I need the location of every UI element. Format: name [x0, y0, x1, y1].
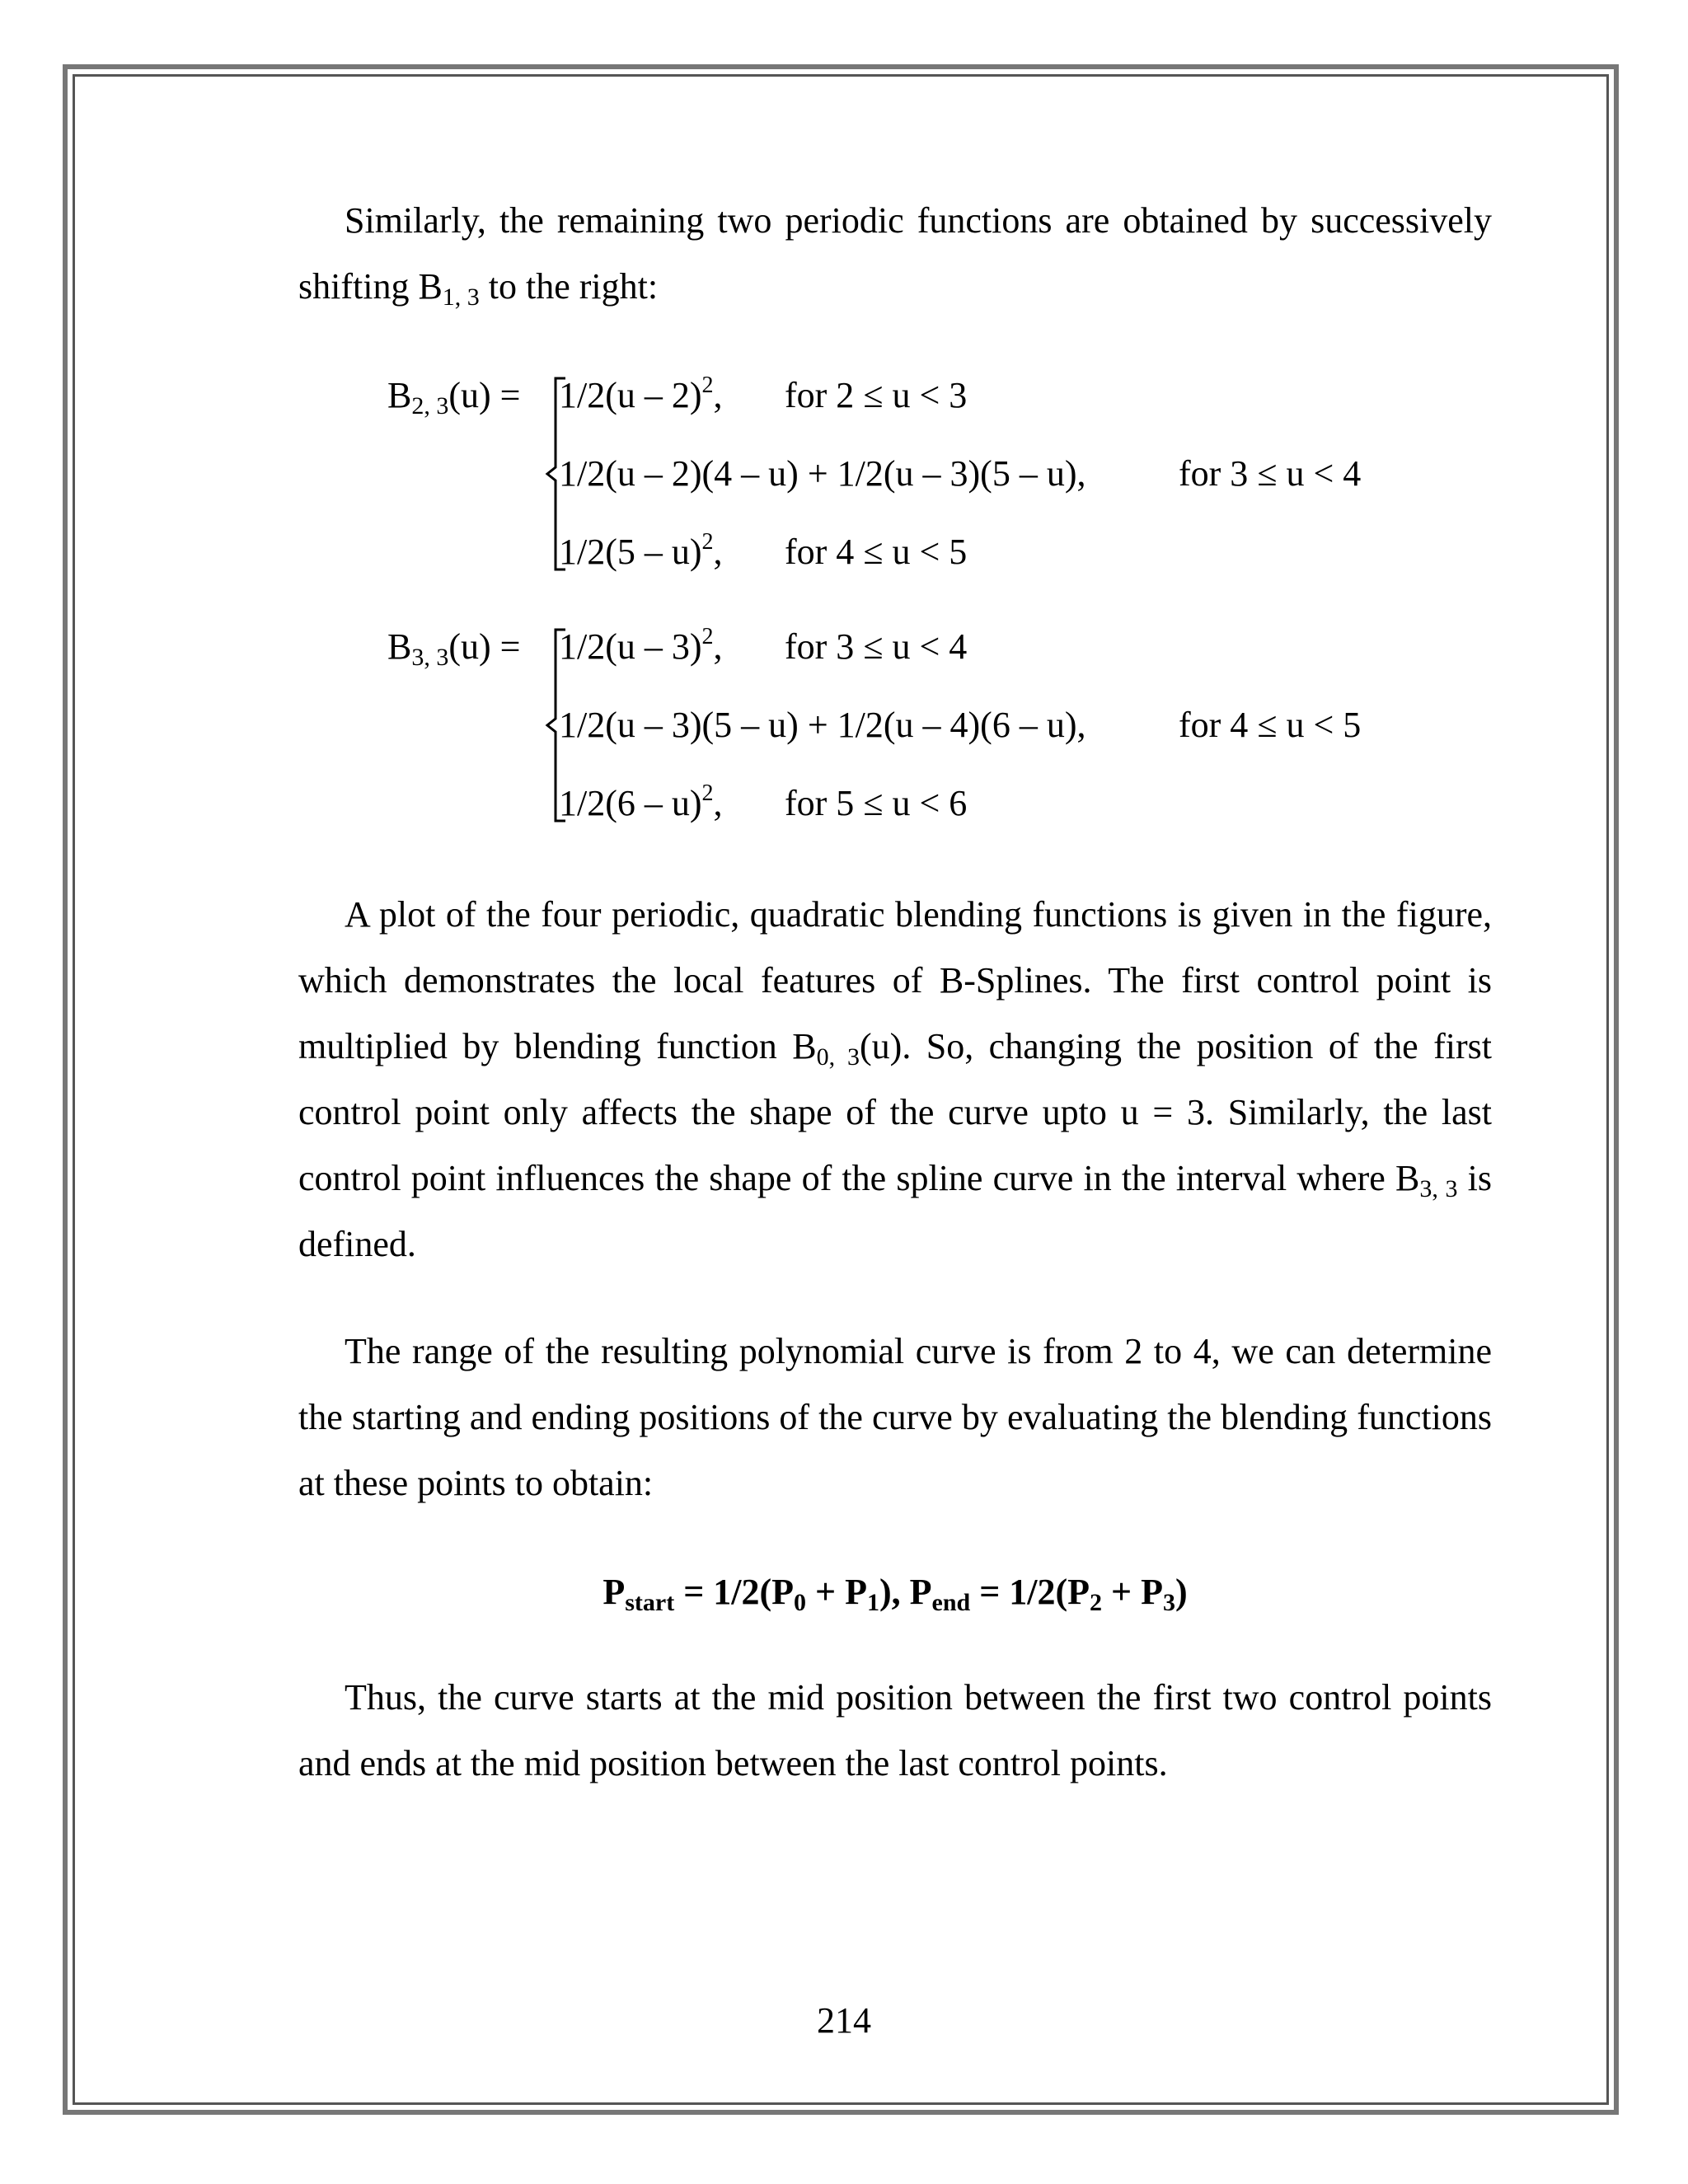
equation-pstart-pend: $P_{start} = 1/2(P_0 + P_1)$, $P_{end} = 1/2(P_2 + P_3)$	[603, 1572, 1188, 1616]
b23-row3-expr: 1/2(5 – u)$^2$,	[559, 529, 723, 572]
paragraph-intro	[298, 188, 1492, 320]
b23-row1-expr: 1/2(u – 2)$^2$,	[559, 373, 723, 415]
b23-row2-cond: for 3 ≤ u < 4	[1179, 453, 1362, 494]
subscript: 0, 3	[816, 1043, 860, 1071]
b23-lhs: $B_{2, 3}(u)$ =	[387, 375, 521, 419]
b33-row3-cond: for 5 ≤ u < 6	[785, 783, 968, 823]
paragraph-intro-text-end: to the right:	[479, 266, 659, 307]
paragraph-range: The range of the resulting polynomial curve is from 2 to 4, we can determine the starting and ending positions of the curve by evaluating the blending functions at these points to obtain:	[298, 1331, 1492, 1503]
b33-row1-cond: for 3 ≤ u < 4	[785, 626, 968, 667]
paragraph-conclusion: Thus, the curve starts at the mid position between the first two control points and ends at the mid position between the last control points.	[298, 1677, 1492, 1783]
subscript: 3, 3	[1419, 1175, 1458, 1202]
paragraph-plot: A plot of the four periodic, quadratic blending functions is given in the figure, which demonstrates the local features of B-Splines. The first control point is multiplied by blending function $B_{0, 3}(u)$. So, changing the position of the first control point only affects the shape of the curve upto u = 3. Similarly, the last control point influences the shape of the spline curve in the interval where $B_{3, 3}$ is defined.	[298, 894, 1493, 1264]
b23-row1-cond: for 2 ≤ u < 3	[785, 375, 968, 415]
paragraph-intro-text: Similarly, the remaining two periodic functions are obtained by successively shifting B	[298, 200, 1492, 307]
b33-lhs: $B_{3, 3}(u)$ =	[387, 626, 521, 671]
subscript: 1, 3	[442, 284, 480, 311]
b33-row3-expr: 1/2(6 – u)$^2$,	[559, 780, 723, 823]
b33-row1-expr: 1/2(u – 3)$^2$,	[559, 624, 723, 667]
b23-row3-cond: for 4 ≤ u < 5	[785, 532, 968, 572]
page-number: 214	[817, 2000, 871, 2041]
b23-row2-expr: 1/2(u – 2)(4 – u) + 1/2(u – 3)(5 – u),	[559, 453, 1086, 494]
b33-row2-expr: 1/2(u – 3)(5 – u) + 1/2(u – 4)(6 – u),	[559, 705, 1086, 745]
b33-row2-cond: for 4 ≤ u < 5	[1179, 705, 1362, 745]
